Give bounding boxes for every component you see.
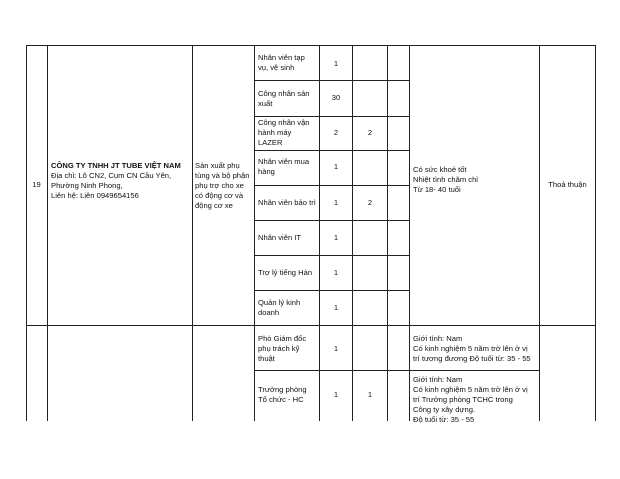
company-name: CÔNG TY TNHH JT TUBE VIỆT NAM <box>51 161 181 170</box>
position-title: Quản lý kinh doanh <box>258 298 301 317</box>
position-title: Nhân viên IT <box>258 233 302 242</box>
table-border <box>352 45 353 421</box>
position-quantity: 2 <box>333 128 339 137</box>
position-title: Nhân viên tạp vụ, vệ sinh <box>258 53 305 72</box>
position-quantity: 30 <box>331 93 341 102</box>
position-title: Trưởng phòng Tổ chức - HC <box>258 385 307 404</box>
position-title: Nhân viên mua hàng <box>258 157 310 176</box>
company-address-line2: Phường Ninh Phong, <box>51 181 123 190</box>
position-quantity: 1 <box>333 233 339 242</box>
position-quantity: 1 <box>333 198 339 207</box>
table-border <box>254 116 409 117</box>
table-border <box>254 45 255 421</box>
table-border <box>254 80 409 81</box>
position-title: Nhân viên bảo trì <box>258 198 316 207</box>
table-border <box>387 45 388 421</box>
position-title: Trợ lý tiếng Hàn <box>258 268 313 277</box>
table-border <box>254 290 409 291</box>
position-quantity: 1 <box>333 162 339 171</box>
requirements: Giới tính: Nam Có kinh nghiệm 5 năm trở lên ở vị trí tương đương Độ tuổi từ: 35 - 55 <box>413 334 531 363</box>
table-border <box>254 370 540 371</box>
table-border <box>539 45 540 421</box>
company-address-line1: Địa chỉ: Lô CN2, Cụm CN Cầu Yên, <box>51 171 172 180</box>
position-quantity: 1 <box>333 344 339 353</box>
table-border <box>192 45 193 421</box>
table-border <box>254 220 409 221</box>
table-border <box>26 45 27 421</box>
position-title: Công nhân sản xuất <box>258 89 310 108</box>
position-title: Công nhân vận hành máy LAZER <box>258 118 310 147</box>
table-border <box>595 45 596 421</box>
row-number: 19 <box>32 180 41 189</box>
table-border <box>409 45 410 421</box>
requirements: Có sức khoẻ tốt Nhiệt tình chăm chỉ Từ 18- 40 tuổi <box>413 165 478 194</box>
table-border <box>254 150 409 151</box>
position-quantity: 1 <box>333 303 339 312</box>
position-quantity: 1 <box>333 390 339 399</box>
requirements: Giới tính: Nam Có kinh nghiệm 5 năm trở lên ở vị trí Trưởng phòng TCHC trong Công ty xây dựng. Độ tuổi từ: 35 - 55 <box>413 375 528 424</box>
position-quantity-alt: 1 <box>367 390 373 399</box>
position-quantity: 1 <box>333 268 339 277</box>
company-contact: Liên hệ: Liên 0949654156 <box>51 191 139 200</box>
table-border <box>47 45 48 421</box>
table-border <box>26 45 596 46</box>
table-border <box>254 185 409 186</box>
position-quantity: 1 <box>333 59 339 68</box>
industry-description: Sản xuất phụ tùng và bộ phận phụ trợ cho xe có động cơ và động cơ xe <box>195 161 250 210</box>
position-title: Phó Giám đốc phụ trách kỹ thuật <box>258 334 307 363</box>
position-quantity-alt: 2 <box>367 128 373 137</box>
position-quantity-alt: 2 <box>367 198 373 207</box>
salary: Thoả thuận <box>548 180 587 189</box>
table-border <box>254 255 409 256</box>
table-border <box>26 325 596 326</box>
